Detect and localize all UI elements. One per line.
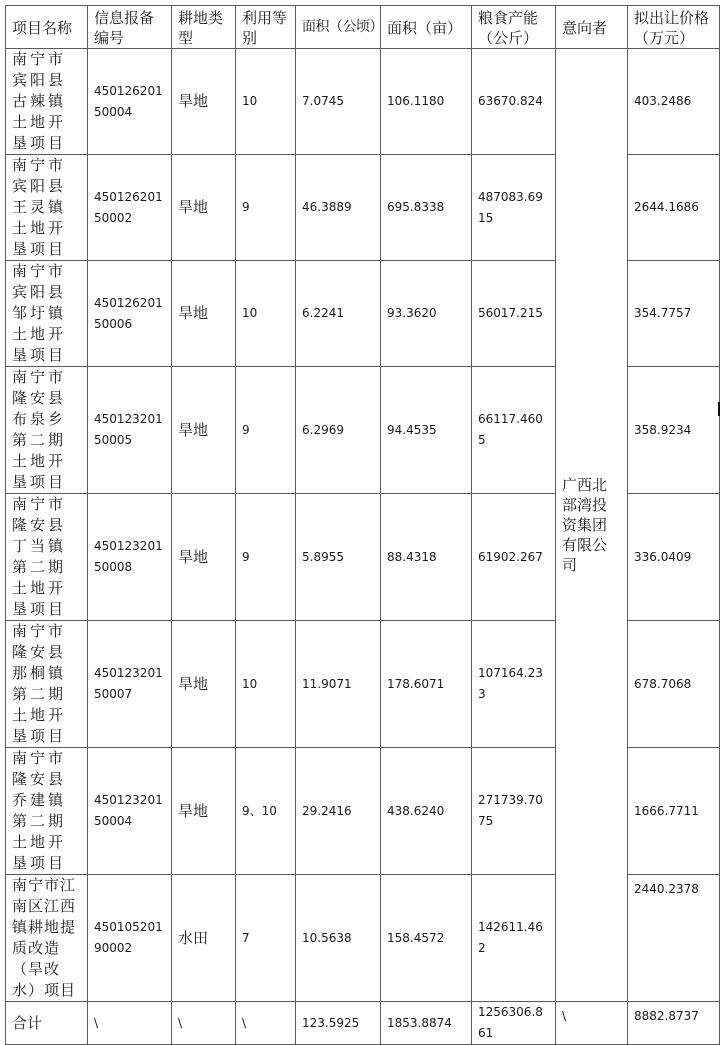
project-name: 南宁市隆安县丁当镇第二期土地开垦项目	[6, 494, 88, 621]
land-type: 旱地	[172, 621, 236, 748]
land-type: 水田	[172, 875, 236, 1002]
header-price: 拟出让价格（万元）	[628, 6, 720, 49]
land-type: 旱地	[172, 367, 236, 494]
land-project-table	[5, 5, 720, 1045]
report-code: 45012620150004	[88, 49, 172, 155]
project-name: 南宁市江南区江西镇耕地提质改造（旱改水）项目	[6, 875, 88, 1002]
project-name: 南宁市隆安县布泉乡第二期土地开垦项目	[6, 367, 88, 494]
area-hectare: 10.5638	[296, 875, 381, 1002]
header-grade: 利用等别	[236, 6, 296, 49]
transfer-price: 2644.1686	[628, 155, 720, 261]
usage-grade: 10	[236, 49, 296, 155]
transfer-price: 1666.7711	[628, 748, 720, 875]
area-hectare: 5.8955	[296, 494, 381, 621]
intended-buyer: 广西北部湾投资集团有限公司	[556, 49, 628, 1002]
total-land-type: \	[172, 1002, 236, 1045]
header-grain: 粮食产能（公斤）	[472, 6, 556, 49]
usage-grade: 10	[236, 621, 296, 748]
usage-grade: 9	[236, 494, 296, 621]
area-mu: 88.4318	[381, 494, 472, 621]
total-label: 合计	[6, 1002, 88, 1045]
usage-grade: 10	[236, 261, 296, 367]
project-name: 南宁市宾阳县王灵镇土地开垦项目	[6, 155, 88, 261]
area-hectare: 6.2969	[296, 367, 381, 494]
total-grain-capacity: 1256306.861	[472, 1002, 556, 1045]
header-name: 项目名称	[6, 6, 88, 49]
area-hectare: 29.2416	[296, 748, 381, 875]
area-mu: 438.6240	[381, 748, 472, 875]
project-name: 南宁市隆安县那桐镇第二期土地开垦项目	[6, 621, 88, 748]
report-code: 45012320150005	[88, 367, 172, 494]
grain-capacity: 271739.7075	[472, 748, 556, 875]
header-area-mu: 面积（亩）	[381, 6, 472, 49]
usage-grade: 9	[236, 155, 296, 261]
land-type: 旱地	[172, 261, 236, 367]
area-hectare: 7.0745	[296, 49, 381, 155]
area-mu: 178.6071	[381, 621, 472, 748]
usage-grade: 7	[236, 875, 296, 1002]
grain-capacity: 107164.233	[472, 621, 556, 748]
grain-capacity: 56017.215	[472, 261, 556, 367]
project-name: 南宁市宾阳县邹圩镇土地开垦项目	[6, 261, 88, 367]
area-mu: 93.3620	[381, 261, 472, 367]
area-mu: 106.1180	[381, 49, 472, 155]
table-row	[6, 49, 720, 155]
area-mu: 695.8338	[381, 155, 472, 261]
header-code: 信息报备编号	[88, 6, 172, 49]
grain-capacity: 142611.462	[472, 875, 556, 1002]
report-code: 45012320150004	[88, 748, 172, 875]
transfer-price: 2440.2378	[628, 875, 720, 1002]
grain-capacity: 63670.824	[472, 49, 556, 155]
total-transfer-price: 8882.8737	[628, 1002, 720, 1045]
total-buyer: \	[556, 1002, 628, 1045]
transfer-price: 354.7757	[628, 261, 720, 367]
header-land-type: 耕地类型	[172, 6, 236, 49]
total-area-hectare: 123.5925	[296, 1002, 381, 1045]
total-area-mu: 1853.8874	[381, 1002, 472, 1045]
report-code: 45012620150002	[88, 155, 172, 261]
transfer-price: 678.7068	[628, 621, 720, 748]
project-name: 南宁市宾阳县古辣镇土地开垦项目	[6, 49, 88, 155]
report-code: 45012320150007	[88, 621, 172, 748]
report-code: 45012320150008	[88, 494, 172, 621]
header-buyer: 意向者	[556, 6, 628, 49]
usage-grade: 9、10	[236, 748, 296, 875]
header-row	[6, 6, 720, 49]
land-type: 旱地	[172, 748, 236, 875]
total-row	[6, 1002, 720, 1045]
area-hectare: 11.9071	[296, 621, 381, 748]
grain-capacity: 487083.6915	[472, 155, 556, 261]
text-cursor-icon	[718, 402, 720, 416]
project-name: 南宁市隆安县乔建镇第二期土地开垦项目	[6, 748, 88, 875]
area-hectare: 6.2241	[296, 261, 381, 367]
land-type: 旱地	[172, 494, 236, 621]
report-code: 45012620150006	[88, 261, 172, 367]
land-type: 旱地	[172, 155, 236, 261]
land-type: 旱地	[172, 49, 236, 155]
area-hectare: 46.3889	[296, 155, 381, 261]
transfer-price: 403.2486	[628, 49, 720, 155]
area-mu: 158.4572	[381, 875, 472, 1002]
usage-grade: 9	[236, 367, 296, 494]
area-mu: 94.4535	[381, 367, 472, 494]
grain-capacity: 66117.4605	[472, 367, 556, 494]
total-grade: \	[236, 1002, 296, 1045]
total-code: \	[88, 1002, 172, 1045]
header-area-ha: 面积（公顷）	[296, 6, 381, 49]
report-code: 45010520190002	[88, 875, 172, 1002]
grain-capacity: 61902.267	[472, 494, 556, 621]
transfer-price: 358.9234	[628, 367, 720, 494]
transfer-price: 336.0409	[628, 494, 720, 621]
